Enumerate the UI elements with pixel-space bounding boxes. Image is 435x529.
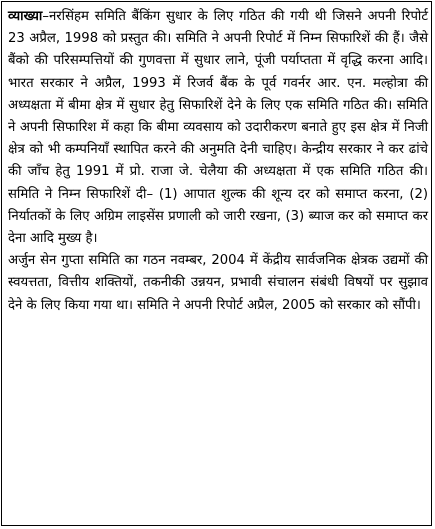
explanation-label: व्याख्या [8,9,43,24]
explanation-paragraph-1-text: –नरसिंहम समिति बैंकिंग सुधार के लिए गठित की गयी थी जिसने अपनी रिपोर्ट 23 अप्रैल, 1998 को प्रस्तुत की। समिति ने अपनी रिपोर्ट में निम्न सिफारिशें की हैं। जैसे बैंको की परिसम्पत्तियों की गुणवत्ता में सुधार लाने, पूंजी पर्याप्तता में वृद्धि करना आदि। भारत सरकार ने अप्रैल, 1993 में रिजर्व बैंक के पूर्व गवर्नर आर. एन. मल्होत्रा की अध्यक्षता में बीमा क्षेत्र में सुधार हेतु सिफारिशें देने के लिए एक समिति गठित की। समिति ने अपनी सिफारिश में कहा कि बीमा व्यवसाय को उदारीकरण बनाते हुए इस क्षेत्र में निजी क्षेत्र को भी कम्पनियाँ स्थापित करने की अनुमति देनी चाहिए। केन्द्रीय सरकार ने कर ढांचे की जाँच हेतु 1991 में प्रो. राजा जे. चेलैया की अध्यक्षता में एक समिति गठित की। समिति ने निम्न सिफारिशें दी– (1) आपात शुल्क की शून्य दर को समाप्त करना, (2) निर्यातकों के लिए अग्रिम लाइसेंस प्रणाली को जारी रखना, (3) ब्याज कर को समाप्त कर देना आदि मुख्य है। [8,9,428,247]
explanation-content [8,6,428,317]
explanation-paragraph-2 [8,250,428,317]
explanation-paragraph-1 [8,6,428,250]
explanation-box [1,1,432,526]
explanation-paragraph-2-text: अर्जुन सेन गुप्ता समिति का गठन नवम्बर, 2004 में केंद्रीय सार्वजनिक क्षेत्रक उद्यमों की स्वयत्तता, वित्तीय शक्तियों, तकनीकी उन्नयन, प्रभावी संचालन संबंधी विषयों पर सुझाव देने के लिए किया गया था। समिति ने अपनी रिपोर्ट अप्रैल, 2005 को सरकार को सौंपी। [8,253,428,313]
